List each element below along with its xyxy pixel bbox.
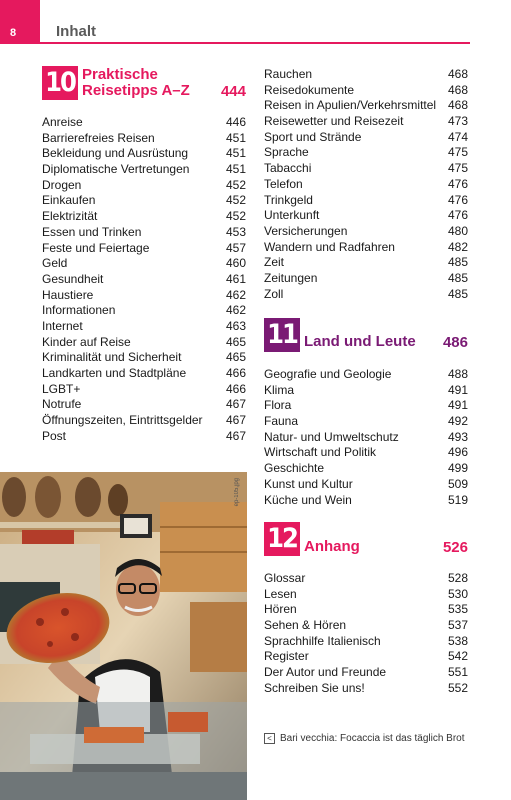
toc-entry xyxy=(264,461,468,477)
toc-entry xyxy=(42,272,246,288)
section-12-heading xyxy=(264,522,468,556)
toc-entry-page: 465 xyxy=(225,350,246,365)
toc-entry-label: Wirtschaft und Politik xyxy=(264,445,377,460)
toc-entry-page: 446 xyxy=(225,115,246,129)
toc-entry-label: Natur- und Umweltschutz xyxy=(264,429,399,444)
toc-entry-page: 468 xyxy=(447,82,468,97)
toc-entry xyxy=(264,477,468,493)
toc-entry-page: 451 xyxy=(225,162,246,177)
section-title-line2: Reisetipps A–Z xyxy=(82,82,190,99)
toc-entry-page: 466 xyxy=(225,366,246,380)
toc-entry-page: 492 xyxy=(447,414,468,429)
toc-entry-label: LGBT+ xyxy=(42,381,81,396)
toc-entry xyxy=(264,383,468,399)
toc-entry-page: 452 xyxy=(225,177,246,192)
toc-list xyxy=(264,571,468,697)
toc-entry-label: Glossar xyxy=(264,571,306,585)
toc-entry-page: 462 xyxy=(225,287,246,302)
toc-entry-page: 482 xyxy=(447,239,468,254)
toc-entry-label: Reisewetter und Reisezeit xyxy=(264,114,404,129)
toc-entry xyxy=(42,429,246,445)
left-arrow-icon: < xyxy=(264,733,275,744)
toc-entry xyxy=(264,161,468,177)
toc-entry-label: Gesundheit xyxy=(42,271,104,286)
toc-entry xyxy=(42,146,246,162)
toc-entry-page: 460 xyxy=(225,256,246,271)
toc-entry-page: 466 xyxy=(225,381,246,396)
toc-entry xyxy=(264,602,468,618)
toc-entry-label: Zeitungen xyxy=(264,270,318,285)
toc-entry-label: Drogen xyxy=(42,177,82,192)
focaccia-photo xyxy=(0,472,247,800)
toc-entry-page: 463 xyxy=(225,318,246,333)
toc-entry-page: 476 xyxy=(447,176,468,191)
toc-entry-page: 452 xyxy=(225,209,246,224)
toc-entry-label: Öffnungszeiten, Eintrittsgelder xyxy=(42,413,203,428)
toc-entry-label: Tabacchi xyxy=(264,161,312,176)
toc-entry-page: 465 xyxy=(225,334,246,349)
section-page: 526 xyxy=(442,539,468,556)
toc-entry xyxy=(42,178,246,194)
toc-entry-label: Lesen xyxy=(264,586,297,601)
toc-entry-page: 496 xyxy=(447,445,468,460)
toc-entry-page: 467 xyxy=(225,413,246,428)
toc-entry-label: Trinkgeld xyxy=(264,192,313,207)
toc-entry-page: 473 xyxy=(447,114,468,129)
caption-text: Bari vecchia: Focaccia ist das täglich Brot xyxy=(280,733,465,744)
toc-entry-label: Haustiere xyxy=(42,287,94,302)
toc-entry-page: 491 xyxy=(447,382,468,397)
toc-entry xyxy=(42,256,246,272)
toc-entry-label: Rauchen xyxy=(264,67,313,81)
toc-entry-page: 461 xyxy=(225,271,246,286)
toc-entry-label: Barrierefreies Reisen xyxy=(42,130,155,145)
toc-entry xyxy=(264,67,468,83)
toc-entry-label: Zoll xyxy=(264,286,284,301)
toc-entry-label: Kriminalität und Sicherheit xyxy=(42,350,182,365)
toc-list xyxy=(264,67,468,302)
toc-entry-label: Diplomatische Vertretungen xyxy=(42,162,190,177)
toc-entry-page: 451 xyxy=(225,146,246,161)
toc-entry-label: Notrufe xyxy=(42,397,82,412)
toc-entry xyxy=(42,162,246,178)
photo-credit: ep-105,jpg xyxy=(234,478,240,507)
page-number-tab xyxy=(0,0,40,44)
toc-entry xyxy=(264,681,468,697)
toc-entry-label: Schreiben Sie uns! xyxy=(264,680,365,695)
section-title-line1: Praktische xyxy=(82,66,158,83)
section-number: 12 xyxy=(264,522,300,556)
toc-entry xyxy=(42,350,246,366)
section-number: 10 xyxy=(42,66,78,100)
header-divider xyxy=(40,42,470,44)
toc-entry xyxy=(42,209,246,225)
toc-entry-label: Sport und Strände xyxy=(264,129,362,144)
toc-entry xyxy=(264,130,468,146)
toc-entry-page: 480 xyxy=(447,223,468,238)
toc-entry-label: Landkarten und Stadtpläne xyxy=(42,366,187,380)
section-title: Land und Leute xyxy=(304,333,416,350)
toc-entry-label: Post xyxy=(42,428,67,443)
toc-entry xyxy=(42,319,246,335)
toc-entry xyxy=(42,241,246,257)
toc-entry-label: Register xyxy=(264,649,309,664)
toc-entry-label: Sehen & Hören xyxy=(264,618,347,633)
toc-entry-page: 528 xyxy=(447,571,468,585)
toc-entry xyxy=(264,634,468,650)
toc-list xyxy=(264,367,468,508)
toc-entry xyxy=(264,398,468,414)
toc-entry xyxy=(264,177,468,193)
toc-entry xyxy=(42,366,246,382)
toc-entry xyxy=(264,587,468,603)
toc-entry-page: 474 xyxy=(447,129,468,144)
toc-entry-label: Reisedokumente xyxy=(264,82,355,97)
toc-entry xyxy=(264,193,468,209)
toc-entry-page: 462 xyxy=(225,303,246,318)
toc-entry xyxy=(42,397,246,413)
toc-entry-label: Wandern und Radfahren xyxy=(264,239,395,254)
toc-entry xyxy=(42,115,246,131)
toc-list xyxy=(42,115,246,444)
toc-entry xyxy=(264,618,468,634)
toc-entry-page: 538 xyxy=(447,633,468,648)
toc-entry-page: 467 xyxy=(225,397,246,412)
toc-entry xyxy=(42,193,246,209)
toc-entry-label: Informationen xyxy=(42,303,116,318)
toc-entry-page: 457 xyxy=(225,240,246,255)
toc-entry-page: 530 xyxy=(447,586,468,601)
toc-entry-page: 475 xyxy=(447,145,468,160)
toc-entry xyxy=(264,224,468,240)
toc-entry-label: Fauna xyxy=(264,414,299,429)
section-11-heading xyxy=(264,318,468,352)
section-page: 486 xyxy=(442,334,468,351)
toc-entry-label: Versicherungen xyxy=(264,223,348,238)
toc-entry-label: Internet xyxy=(42,318,83,333)
toc-entry-page: 451 xyxy=(225,130,246,145)
toc-entry-page: 488 xyxy=(447,367,468,381)
toc-entry xyxy=(42,382,246,398)
section-number: 11 xyxy=(264,318,300,352)
toc-entry-label: Flora xyxy=(264,398,292,413)
page-title: Inhalt xyxy=(56,23,96,40)
toc-entry-page: 493 xyxy=(447,429,468,444)
toc-entry-label: Essen und Trinken xyxy=(42,224,142,239)
toc-entry-page: 485 xyxy=(447,270,468,285)
toc-entry-page: 485 xyxy=(447,286,468,301)
toc-entry-label: Sprache xyxy=(264,145,309,160)
toc-entry xyxy=(264,445,468,461)
toc-entry-label: Anreise xyxy=(42,115,83,129)
toc-entry-page: 551 xyxy=(447,665,468,680)
section-title: Anhang xyxy=(304,538,360,555)
toc-entry-page: 468 xyxy=(447,98,468,113)
toc-entry-label: Küche und Wein xyxy=(264,492,352,507)
toc-entry-label: Reisen in Apulien/Verkehrsmittel xyxy=(264,98,437,113)
toc-entry xyxy=(42,288,246,304)
toc-entry xyxy=(264,430,468,446)
toc-entry xyxy=(264,255,468,271)
toc-entry-page: 519 xyxy=(447,492,468,507)
toc-entry-label: Telefon xyxy=(264,176,303,191)
toc-entry-label: Zeit xyxy=(264,255,285,270)
toc-entry-label: Bekleidung und Ausrüstung xyxy=(42,146,189,161)
toc-entry-label: Klima xyxy=(264,382,295,397)
toc-entry xyxy=(264,114,468,130)
toc-entry xyxy=(264,83,468,99)
toc-entry-label: Kunst und Kultur xyxy=(264,476,353,491)
toc-entry-page: 537 xyxy=(447,618,468,633)
toc-entry xyxy=(42,225,246,241)
toc-entry-page: 452 xyxy=(225,193,246,208)
toc-entry-label: Einkaufen xyxy=(42,193,96,208)
toc-entry-label: Unterkunft xyxy=(264,208,320,223)
toc-entry-page: 499 xyxy=(447,461,468,476)
toc-entry-page: 491 xyxy=(447,398,468,413)
toc-entry-label: Geschichte xyxy=(264,461,325,476)
page-number: 8 xyxy=(10,27,17,39)
toc-entry-page: 467 xyxy=(225,428,246,443)
toc-entry xyxy=(264,649,468,665)
toc-entry xyxy=(264,98,468,114)
toc-entry-page: 485 xyxy=(447,255,468,270)
toc-entry xyxy=(264,208,468,224)
toc-entry-page: 542 xyxy=(447,649,468,664)
toc-entry-page: 535 xyxy=(447,602,468,617)
toc-entry xyxy=(264,271,468,287)
toc-entry xyxy=(42,303,246,319)
section-10-heading xyxy=(42,66,246,100)
toc-entry xyxy=(264,367,468,383)
toc-entry xyxy=(264,287,468,303)
photo-caption xyxy=(264,733,465,744)
toc-entry-page: 475 xyxy=(447,161,468,176)
toc-entry xyxy=(264,571,468,587)
toc-entry-label: Der Autor und Freunde xyxy=(264,665,387,680)
section-page: 444 xyxy=(220,83,246,100)
toc-entry xyxy=(42,335,246,351)
toc-entry xyxy=(264,493,468,509)
toc-entry xyxy=(264,414,468,430)
toc-entry xyxy=(264,240,468,256)
toc-entry-label: Elektrizität xyxy=(42,209,98,224)
toc-entry-page: 509 xyxy=(447,476,468,491)
toc-entry-page: 476 xyxy=(447,192,468,207)
toc-entry-label: Feste und Feiertage xyxy=(42,240,150,255)
toc-entry-label: Geografie und Geologie xyxy=(264,367,392,381)
toc-entry xyxy=(42,413,246,429)
toc-entry-page: 468 xyxy=(447,67,468,81)
toc-entry-page: 453 xyxy=(225,224,246,239)
toc-entry-page: 552 xyxy=(447,680,468,695)
toc-entry-label: Sprachhilfe Italienisch xyxy=(264,633,381,648)
toc-entry xyxy=(42,131,246,147)
toc-entry-label: Kinder auf Reise xyxy=(42,334,131,349)
toc-entry xyxy=(264,145,468,161)
toc-entry-label: Hören xyxy=(264,602,297,617)
toc-entry xyxy=(264,665,468,681)
toc-entry-page: 476 xyxy=(447,208,468,223)
toc-entry-label: Geld xyxy=(42,256,68,271)
